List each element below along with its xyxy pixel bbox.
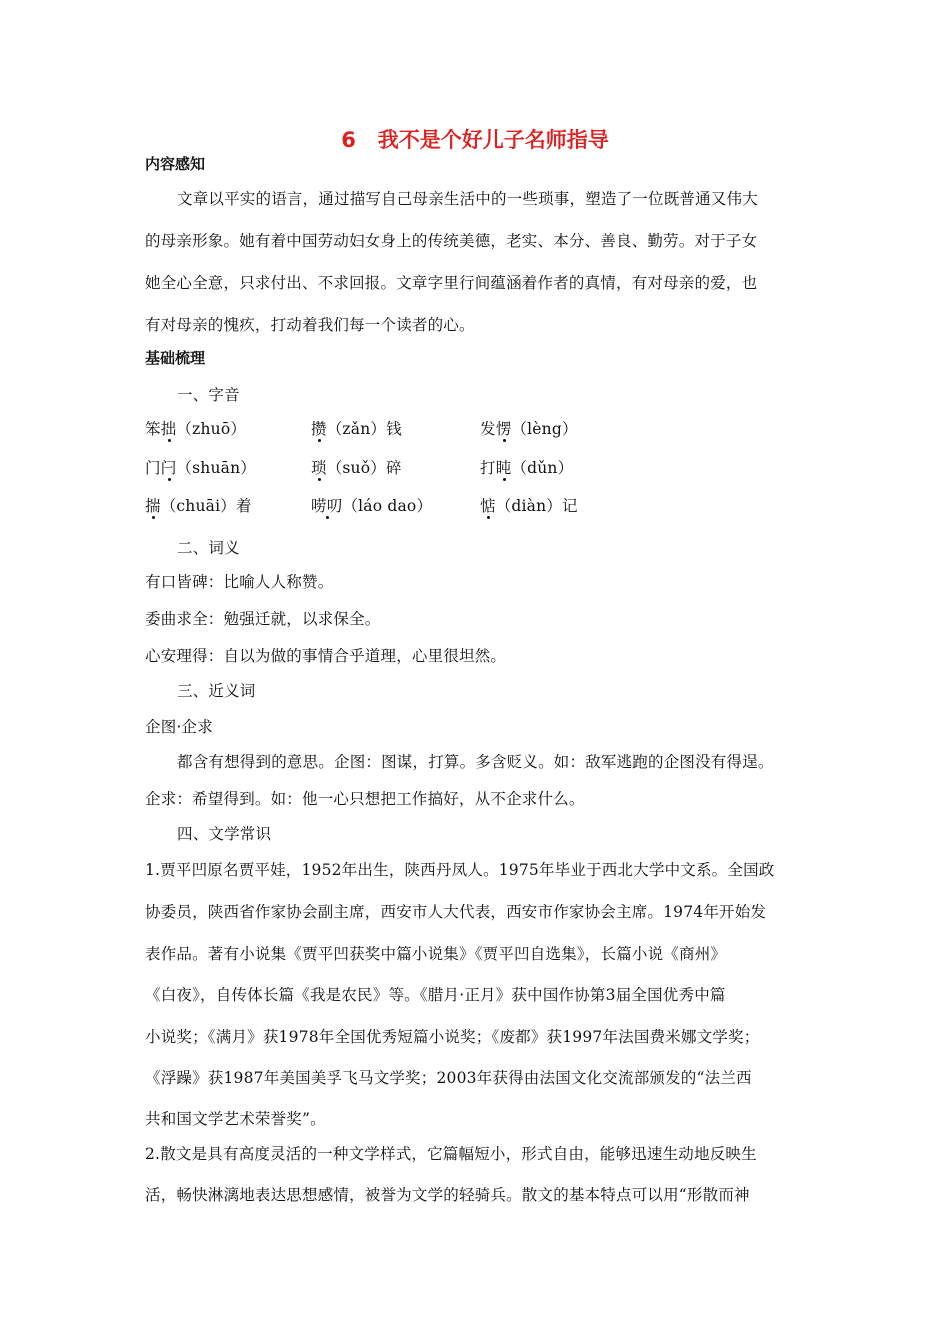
subheading-pronunciation: 一、字音 bbox=[177, 386, 240, 404]
paragraph-line: 有对母亲的愧疚，打动着我们每一个读者的心。 bbox=[145, 316, 475, 334]
meaning-line: 心安理得：自以为做的事情合乎道理，心里很坦然。 bbox=[145, 647, 507, 665]
section-heading-content: 内容感知 bbox=[145, 155, 206, 173]
subheading-literature: 四、文学常识 bbox=[177, 825, 272, 843]
literature-line: 共和国文学艺术荣誉奖”。 bbox=[145, 1110, 326, 1128]
literature-line: 《浮躁》获1987年美国美孚飞马文学奖；2003年获得由法国文化交流部颁发的“法兰西 bbox=[145, 1069, 752, 1087]
page-title: 6 我不是个好儿子名师指导 bbox=[341, 128, 609, 152]
pronunciation-item: 发愣（lèng） bbox=[480, 420, 578, 438]
literature-line: 协委员，陕西省作家协会副主席，西安市人大代表，西安市作家协会主席。1974年开始发 bbox=[145, 903, 767, 921]
pronunciation-item: 门闩（shuān） bbox=[145, 459, 256, 477]
meaning-line: 有口皆碑：比喻人人称赞。 bbox=[145, 573, 334, 591]
subheading-meanings: 二、词义 bbox=[177, 539, 240, 557]
subheading-synonyms: 三、近义词 bbox=[177, 682, 256, 700]
section-heading-basics: 基础梳理 bbox=[145, 349, 206, 367]
synonym-line: 都含有想得到的意思。企图：图谋，打算。多含贬义。如：敌军逃跑的企图没有得逞。 bbox=[177, 753, 774, 771]
pronunciation-item: 打盹（dǔn） bbox=[480, 459, 574, 477]
pronunciation-item: 唠叨（láo dao） bbox=[311, 497, 433, 515]
synonym-pair: 企图·企求 bbox=[145, 718, 213, 736]
literature-line: 《白夜》，自传体长篇《我是农民》等。《腊月·正月》获中国作协第3届全国优秀中篇 bbox=[145, 986, 726, 1004]
synonym-line: 企求：希望得到。如：他一心只想把工作搞好，从不企求什么。 bbox=[145, 790, 585, 808]
literature-line: 2.散文是具有高度灵活的一种文学样式，它篇幅短小，形式自由，能够迅速生动地反映生 bbox=[145, 1145, 757, 1163]
pronunciation-item: 揣（chuāi）着 bbox=[145, 497, 252, 515]
paragraph-line: 的母亲形象。她有着中国劳动妇女身上的传统美德，老实、本分、善良、勤劳。对于子女 bbox=[145, 232, 758, 250]
pronunciation-item: 攒（zǎn）钱 bbox=[311, 420, 402, 438]
meaning-line: 委曲求全：勉强迁就，以求保全。 bbox=[145, 610, 381, 628]
pronunciation-item: 笨拙（zhuō） bbox=[145, 420, 247, 438]
pronunciation-item: 惦（diàn）记 bbox=[480, 497, 578, 515]
literature-line: 表作品。著有小说集《贾平凹获奖中篇小说集》《贾平凹自选集》，长篇小说《商州》 bbox=[145, 945, 727, 963]
paragraph-line: 她全心全意，只求付出、不求回报。文章字里行间蕴涵着作者的真情，有对母亲的爱，也 bbox=[145, 274, 758, 292]
paragraph-line: 文章以平实的语言，通过描写自己母亲生活中的一些琐事，塑造了一位既普通又伟大 bbox=[177, 190, 758, 208]
pronunciation-item: 琐（suǒ）碎 bbox=[311, 459, 402, 477]
literature-line: 活，畅快淋漓地表达思想感情，被誉为文学的轻骑兵。散文的基本特点可以用“形散而神 bbox=[145, 1186, 750, 1204]
literature-line: 1.贾平凹原名贾平娃，1952年出生，陕西丹凤人。1975年毕业于西北大学中文系。全国政 bbox=[145, 861, 775, 879]
literature-line: 小说奖；《满月》获1978年全国优秀短篇小说奖；《废都》获1997年法国费米娜文学奖； bbox=[145, 1028, 760, 1046]
